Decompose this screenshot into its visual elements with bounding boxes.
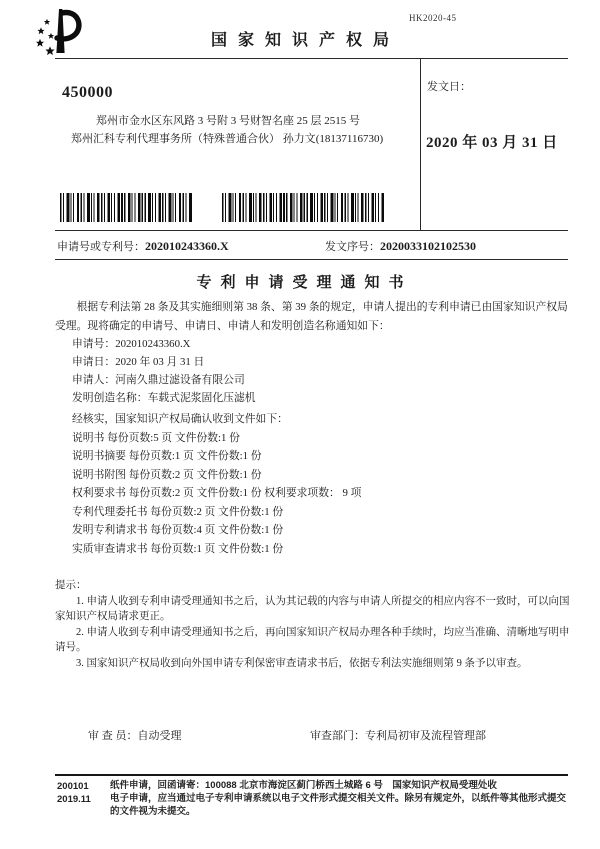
document-line: 专利代理委托书 每份页数:2 页 文件份数:1 份 [72,505,284,518]
footer-divider [55,774,568,776]
footer-note-electronic: 电子申请，应当通过电子专利申请系统以电子文件形式提交相关文件。除另有规定外，以纸件等其他形式提交的文件视为未提交。 [110,793,567,817]
serial-number-value: 2020033102102530 [380,239,476,253]
field-applicant [72,371,570,389]
field-label: 申请人： [72,374,116,386]
document-line: 说明书摘要 每份页数:1 页 文件份数:1 份 [72,450,262,462]
document-line: 权利要求书 每份页数:2 页 文件份数:1 份 权利要求项数： 9 项 [72,487,362,499]
field-label: 申请号： [72,338,116,350]
footer-note-paper: 纸件申请，回函请寄：100088 北京市海淀区蓟门桥西土城路 6 号 国家知识产权局受理处收 [110,780,497,791]
dispatch-date-label: 发文日： [427,81,471,93]
tip-item: 3. 国家知识产权局收到向外国申请专利保密审查请求书后，依据专利法实施细则第 9 条予以审查。 [76,657,528,669]
department-label: 审查部门： [310,730,365,742]
application-number-label: 申请号或专利号： [57,241,145,253]
tips-title: 提示： [55,580,87,591]
field-application-number [72,335,570,353]
barcode-serial-number [222,193,385,222]
recipient-agent-line: 郑州汇科专利代理事务所（特殊普通合伙） 孙力文(18137116730) [71,133,384,145]
tip-item: 1. 申请人收到专利申请受理通知书之后，认为其记载的内容与申请人所提交的相应内容不一致时，可以向国家知识产权局请求更正。 [55,595,570,622]
application-number-value: 202010243360.X [145,239,229,253]
document-line: 说明书 每份页数:5 页 文件份数:1 份 [72,431,240,444]
dispatch-date-value: 2020 年 03 月 31 日 [426,135,558,151]
field-invention-title [72,389,570,407]
header-divider [55,58,568,59]
dispatch-box-divider [420,58,421,230]
field-value: 202010243360.X [115,338,191,350]
notice-body [55,296,570,558]
examiner-label: 审 查 员： [88,730,138,742]
barcode-application-number [60,193,193,222]
recipient-address: 郑州市金水区东风路 3 号附 3 号财智名座 25 层 2515 号 [96,115,360,127]
field-value: 车载式泥浆固化压滤机 [147,392,256,404]
field-value: 河南久鼎过滤设备有限公司 [115,374,245,386]
reference-divider [55,259,568,260]
field-application-date [72,353,570,371]
serial-number-label: 发文序号： [325,241,380,253]
application-fields [72,335,570,407]
document-line: 说明书附图 每份页数:2 页 文件份数:1 份 [72,468,262,481]
footer-form-revision: 200101 [57,780,89,792]
tip-item: 2. 申请人收到专利申请受理通知书之后，再向国家知识产权局办理各种手续时，均应当准确、清晰地写明申请号。 [55,626,570,653]
examiner-value: 自动受理 [137,730,182,742]
tips-section [55,578,570,671]
document-line: 发明专利请求书 每份页数:4 页 文件份数:1 份 [72,524,284,536]
notice-intro-paragraph: 根据专利法第 28 条及其实施细则第 38 条、第 39 条的规定，申请人提出的专利申请已由国家知识产权局受理。现将确定的申请号、申请日、申请人和发明创造名称通知如下： [55,301,568,332]
form-code: HK2020-45 [409,13,457,23]
field-label: 发明创造名称： [72,392,148,404]
examiner-row [88,727,182,743]
department-row [310,727,486,743]
field-value: 2020 年 03 月 31 日 [115,356,205,368]
barcode-divider [55,230,568,231]
footer-form-revision: 2019.11 [57,793,91,805]
form-footer [57,780,570,818]
recipient-postal-code: 450000 [62,84,113,101]
agency-name: 国家知识产权局 [210,32,400,49]
document-line: 实质审查请求书 每份页数:1 页 文件份数:1 份 [72,542,284,555]
notice-title: 专利申请受理通知书 [196,275,413,291]
department-value: 专利局初审及流程管理部 [365,730,486,742]
serial-number-row [325,238,476,254]
received-documents-heading: 经核实，国家知识产权局确认收到文件如下： [72,413,288,425]
field-label: 申请日： [72,356,116,368]
application-number-row [57,238,229,254]
